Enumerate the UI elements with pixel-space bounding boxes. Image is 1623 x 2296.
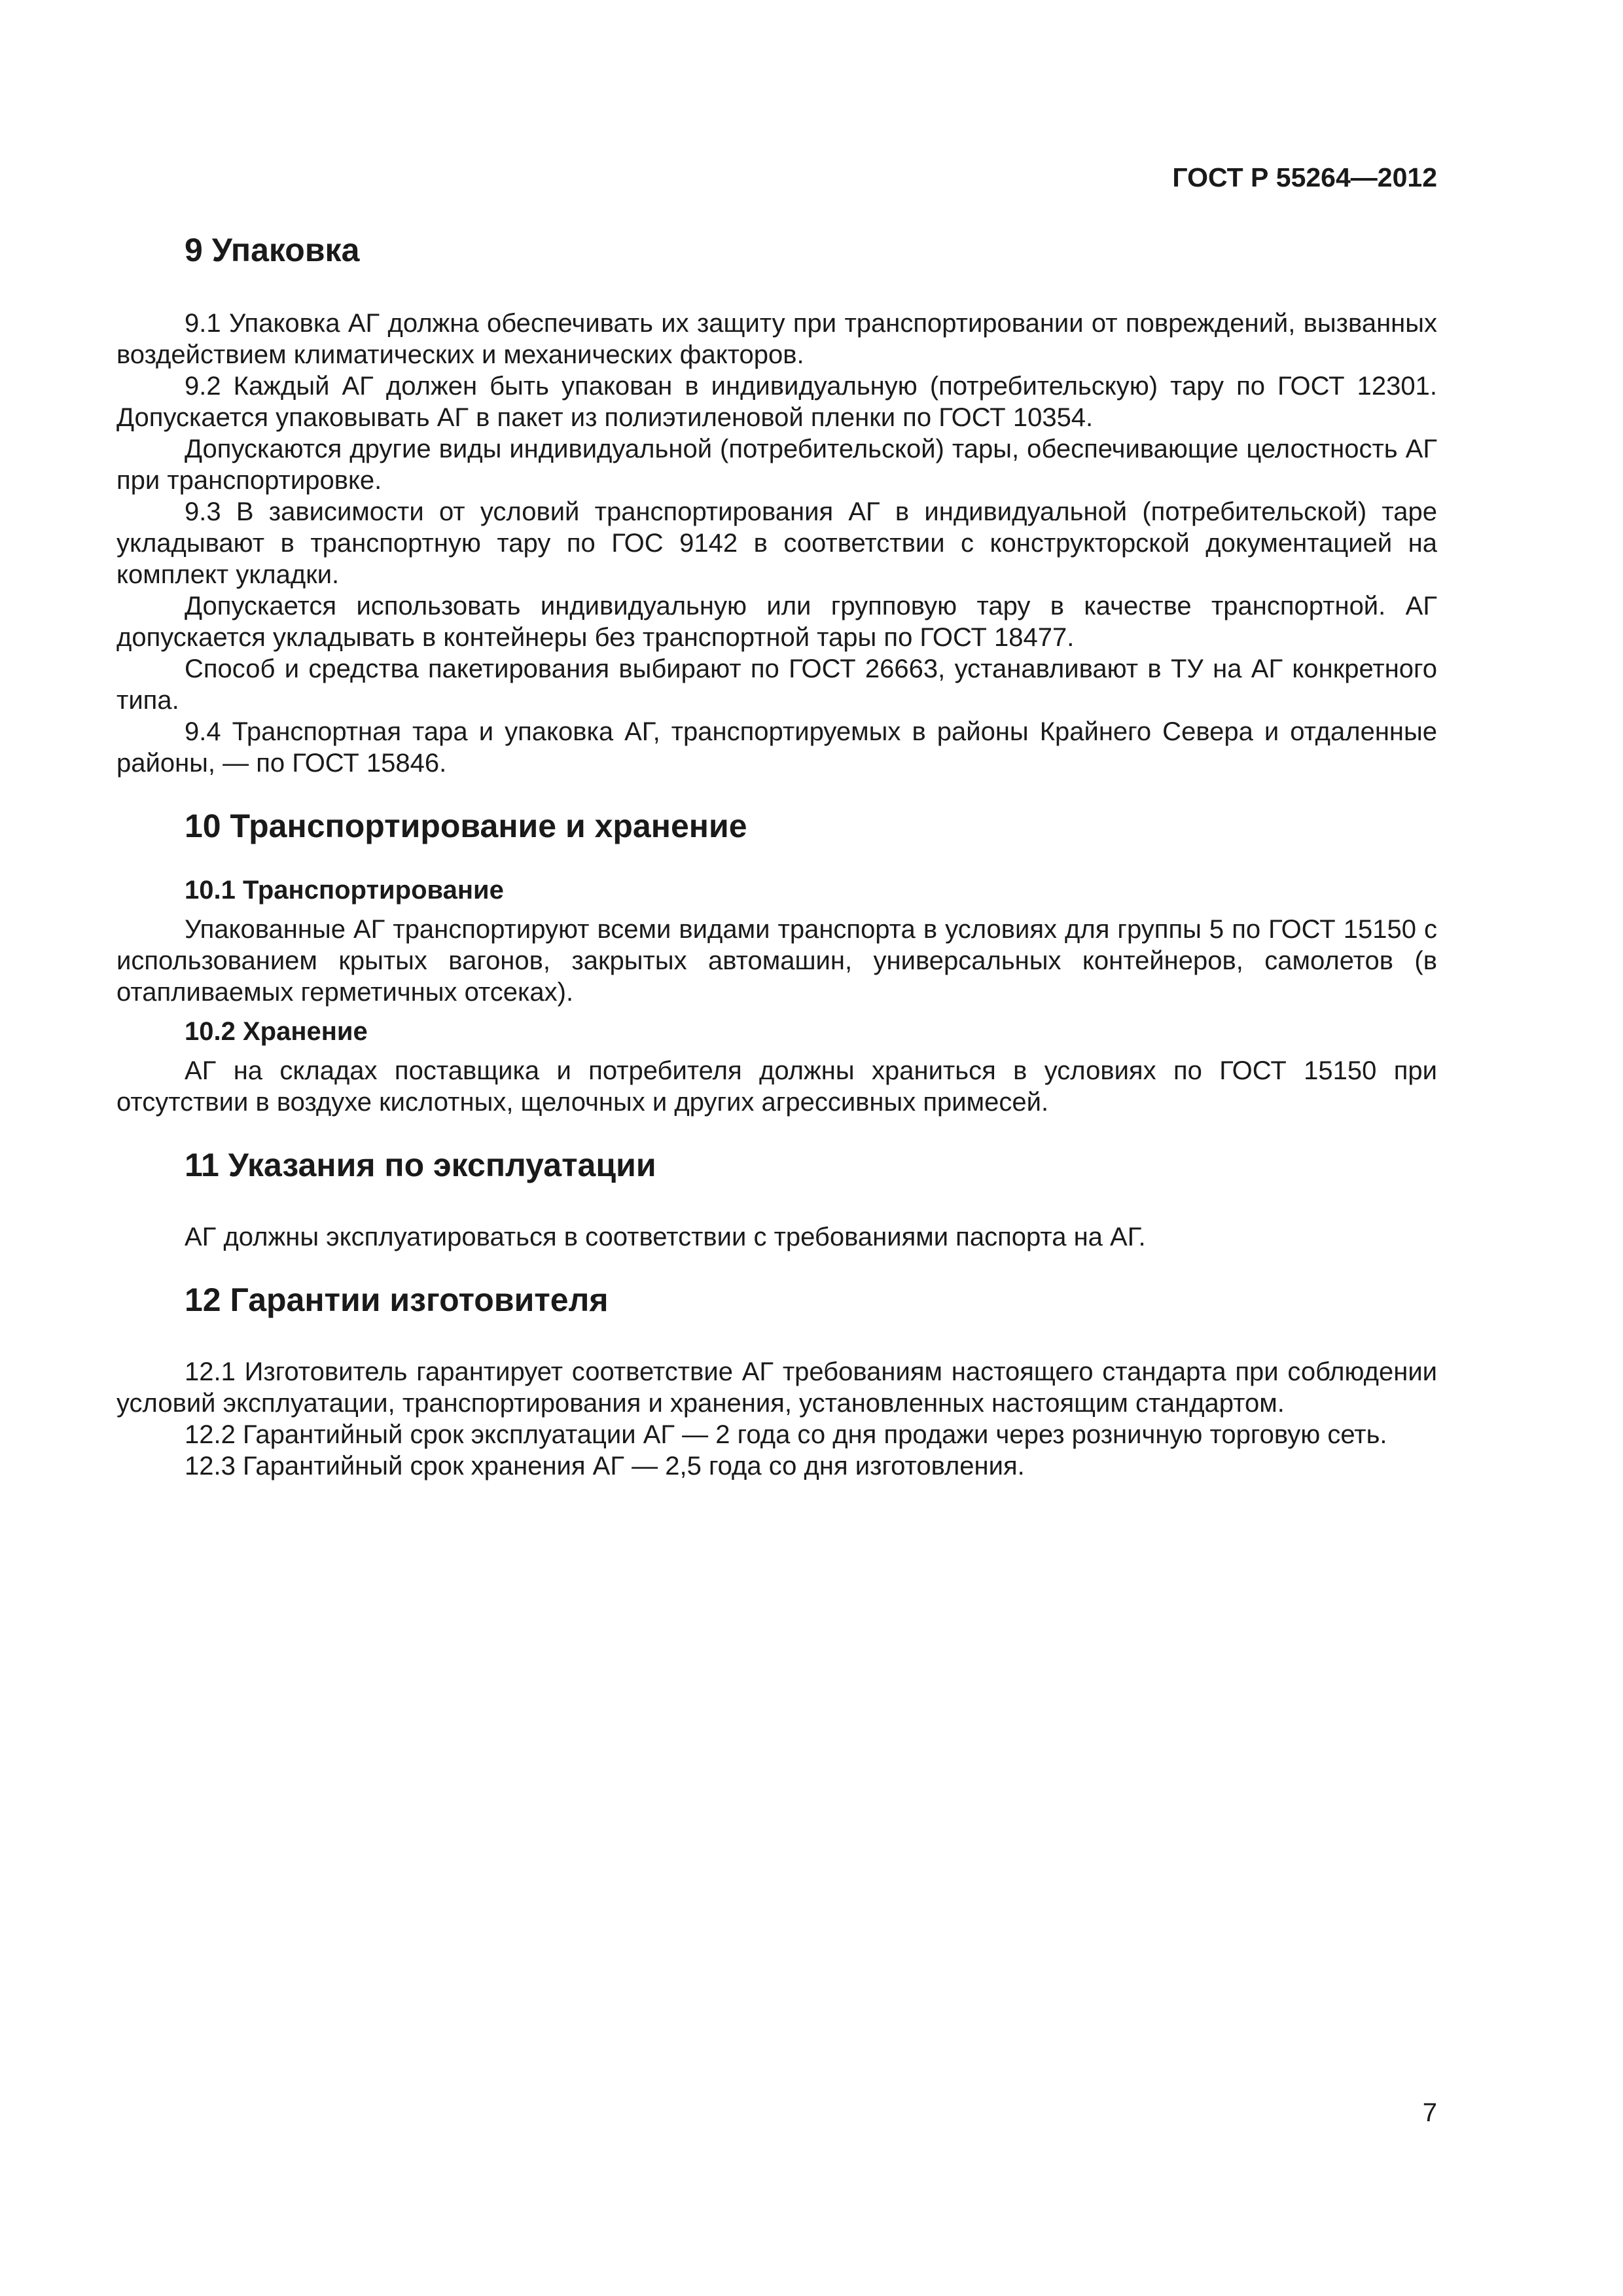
- section-12-title: 12 Гарантии изготовителя: [185, 1282, 609, 1318]
- paragraph-9-2-note: Допускаются другие виды индивидуальной (потребительской) тары, обеспечивающие целостность АГ при транспортировке.: [116, 435, 1437, 495]
- section-10-title: 10 Транспортирование и хранение: [185, 808, 747, 844]
- paragraph-10-1: Упакованные АГ транспортируют всеми видами транспорта в условиях для группы 5 по ГОСТ 15150 с использованием крытых вагонов, закрытых автомашин, универсальных контейнеров, самолетов (в отапливаемых герметичных отсеках).: [116, 915, 1437, 1007]
- paragraph-9-4: 9.4 Транспортная тара и упаковка АГ, транспортируемых в районы Крайнего Севера и отдаленные районы, — по ГОСТ 15846.: [116, 717, 1437, 778]
- subsection-10-2-title: 10.2 Хранение: [185, 1017, 368, 1046]
- paragraph-9-1: 9.1 Упаковка АГ должна обеспечивать их защиту при транспортировании от повреждений, вызванных воздействием климатических и механических факторов.: [116, 309, 1437, 369]
- page-number: 7: [1422, 2098, 1437, 2127]
- section-11-title: 11 Указания по эксплуатации: [185, 1147, 656, 1183]
- paragraph-12-2: 12.2 Гарантийный срок эксплуатации АГ — 2 года со дня продажи через розничную торговую сеть.: [185, 1420, 1387, 1449]
- paragraph-9-3: 9.3 В зависимости от условий транспортирования АГ в индивидуальной (потребительской) таре укладывают в транспортную тару по ГОС 9142 в соответствии с конструкторской документацией на комплект укладки.: [116, 497, 1437, 589]
- paragraph-10-2: АГ на складах поставщика и потребителя должны храниться в условиях по ГОСТ 15150 при отсутствии в воздухе кислотных, щелочных и других агрессивных примесей.: [116, 1056, 1437, 1117]
- paragraph-12-3: 12.3 Гарантийный срок хранения АГ — 2,5 года со дня изготовления.: [185, 1452, 1025, 1480]
- section-9-title: 9 Упаковка: [185, 232, 360, 268]
- paragraph-11: АГ должны эксплуатироваться в соответствии с требованиями паспорта на АГ.: [185, 1223, 1146, 1251]
- paragraph-9-2: 9.2 Каждый АГ должен быть упакован в индивидуальную (потребительскую) тару по ГОСТ 12301. Допускается упаковывать АГ в пакет из полиэтиленовой пленки по ГОСТ 10354.: [116, 372, 1437, 432]
- document-body: [116, 230, 1437, 1482]
- document-header: ГОСТ Р 55264—2012: [1172, 162, 1437, 192]
- paragraph-9-3-note-1: Допускается использовать индивидуальную или групповую тару в качестве транспортной. АГ допускается укладывать в контейнеры без транспортной тары по ГОСТ 18477.: [116, 592, 1437, 652]
- paragraph-9-3-note-2: Способ и средства пакетирования выбирают по ГОСТ 26663, устанавливают в ТУ на АГ конкретного типа.: [116, 655, 1437, 715]
- paragraph-12-1: 12.1 Изготовитель гарантирует соответствие АГ требованиям настоящего стандарта при соблюдении условий эксплуатации, транспортирования и хранения, установленных настоящим стандартом.: [116, 1357, 1437, 1418]
- subsection-10-1-title: 10.1 Транспортирование: [185, 876, 504, 905]
